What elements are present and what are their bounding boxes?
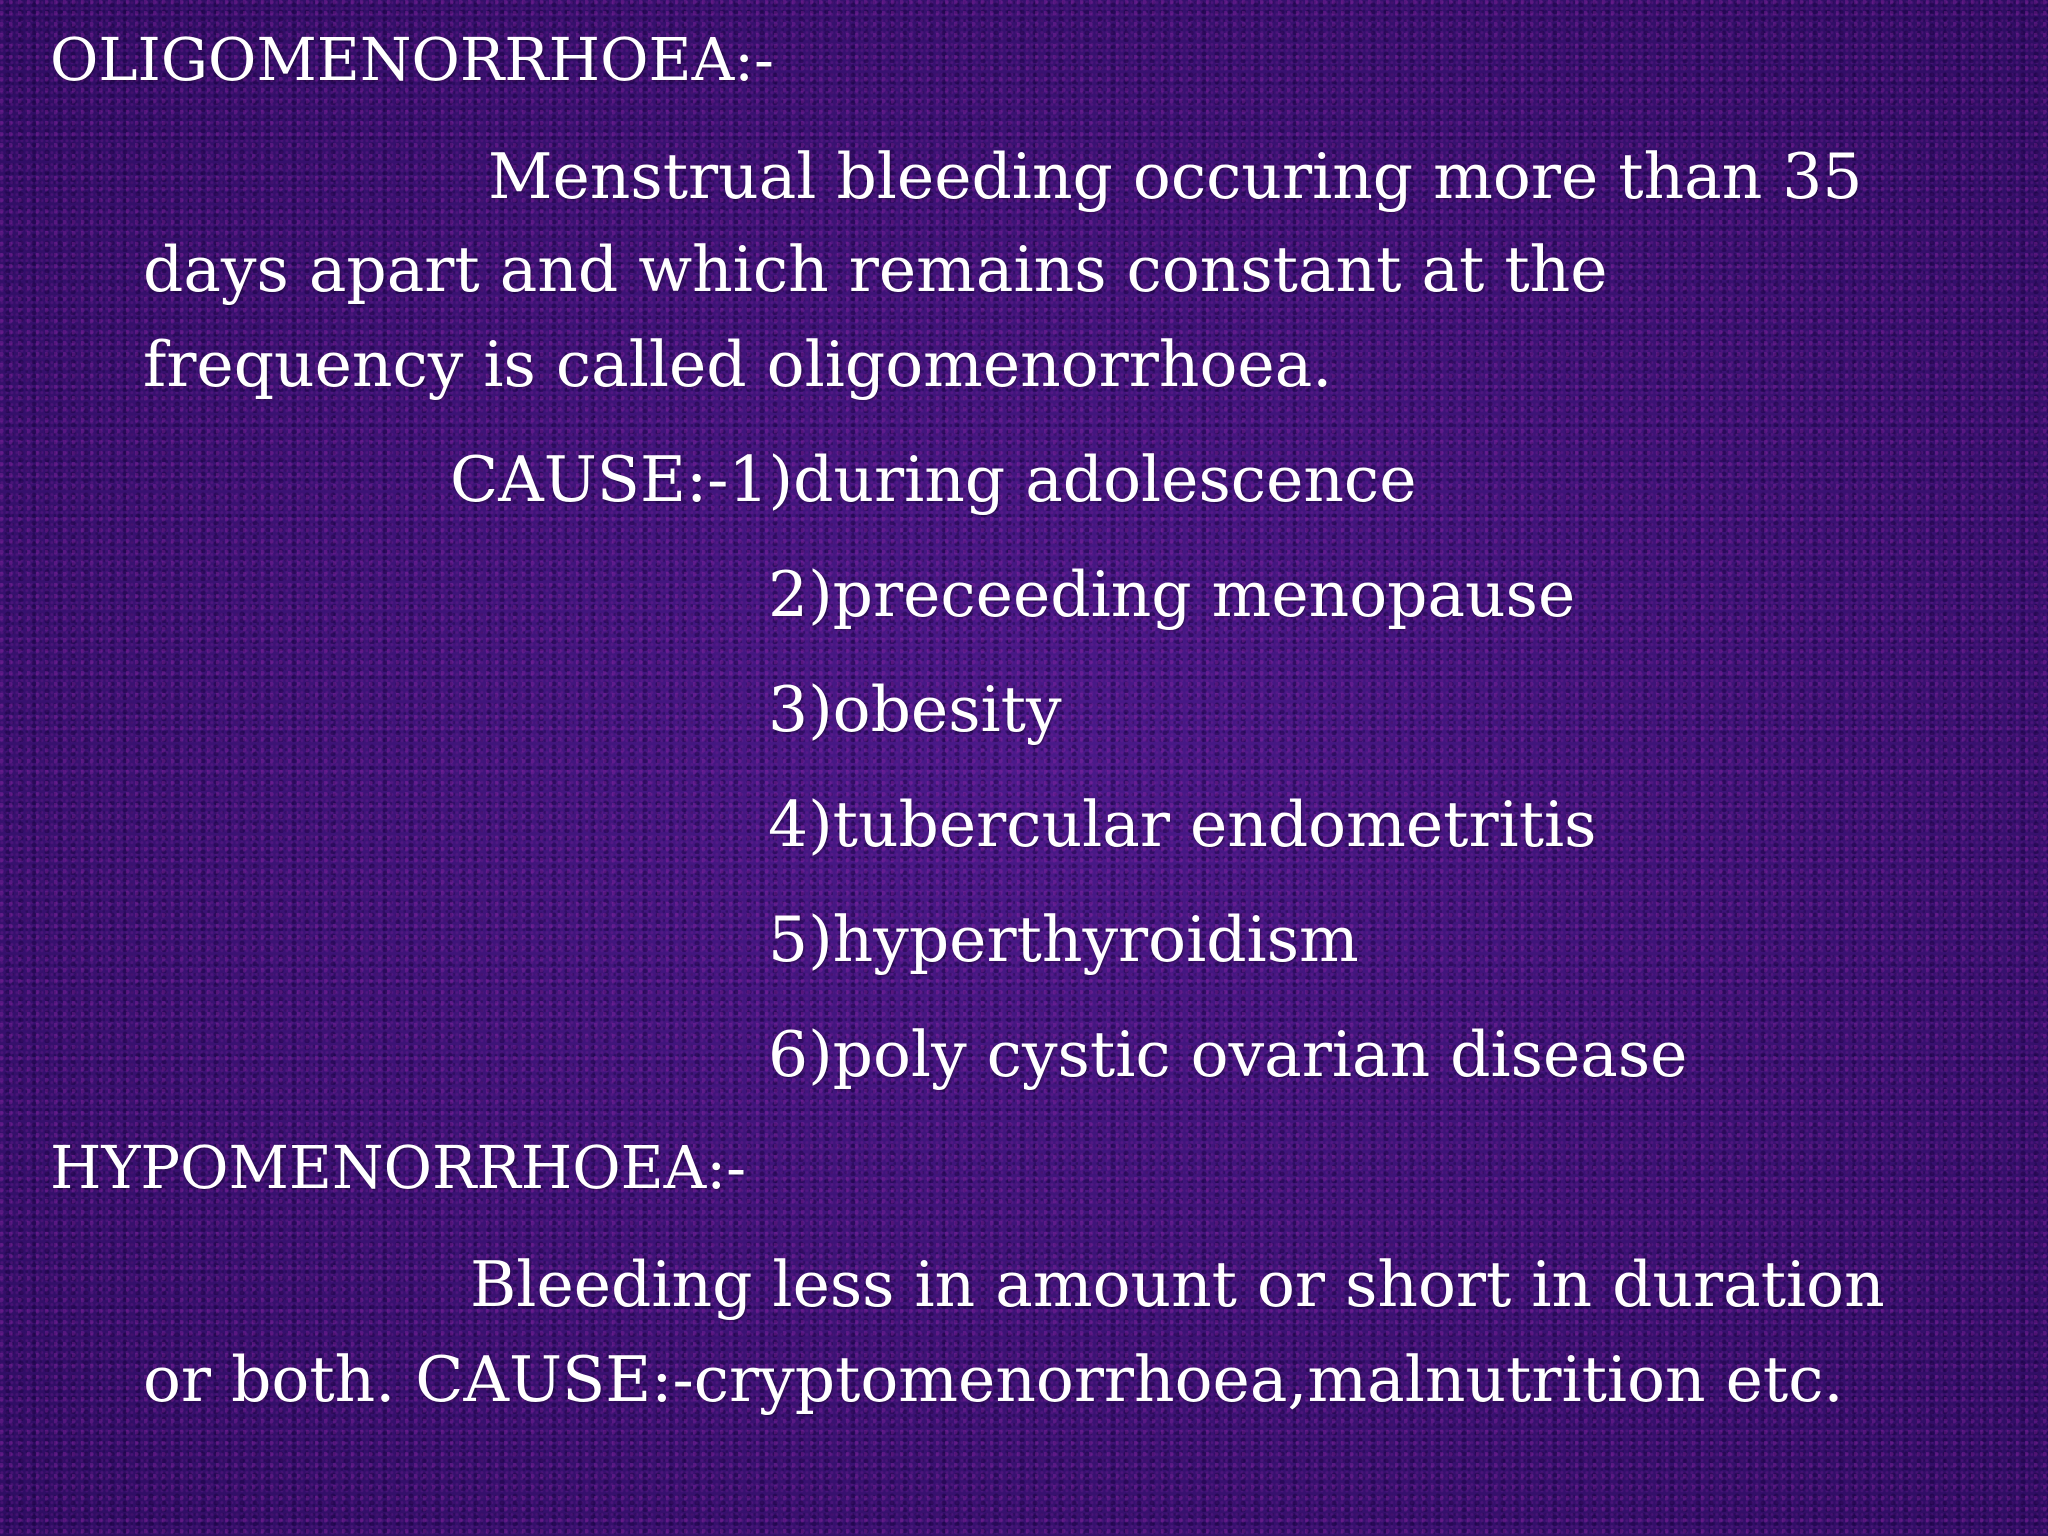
oligomenorrhoea-definition-line-1: Menstrual bleeding occuring more than 35 — [488, 140, 1863, 213]
hypomenorrhoea-heading: HYPOMENORRHOEA:- — [50, 1133, 747, 1202]
oligomenorrhoea-definition-line-3: frequency is called oligomenorrhoea. — [143, 328, 1333, 401]
cause-item-1: CAUSE:-1)during adolescence — [450, 443, 1417, 516]
cause-item-4: 4)tubercular endometritis — [768, 788, 1597, 861]
cause-item-2: 2)preceeding menopause — [768, 558, 1576, 631]
cause-item-5: 5)hyperthyroidism — [768, 903, 1359, 976]
oligomenorrhoea-heading: OLIGOMENORRHOEA:- — [50, 25, 774, 94]
cause-item-6: 6)poly cystic ovarian disease — [768, 1018, 1688, 1091]
oligomenorrhoea-definition-line-2: days apart and which remains constant at the — [143, 233, 1608, 306]
hypomenorrhoea-definition-line-1: Bleeding less in amount or short in duration — [470, 1248, 1885, 1321]
hypomenorrhoea-definition-line-2: or both. CAUSE:-cryptomenorrhoea,malnutrition etc. — [143, 1343, 1844, 1416]
cause-item-3: 3)obesity — [768, 673, 1062, 746]
